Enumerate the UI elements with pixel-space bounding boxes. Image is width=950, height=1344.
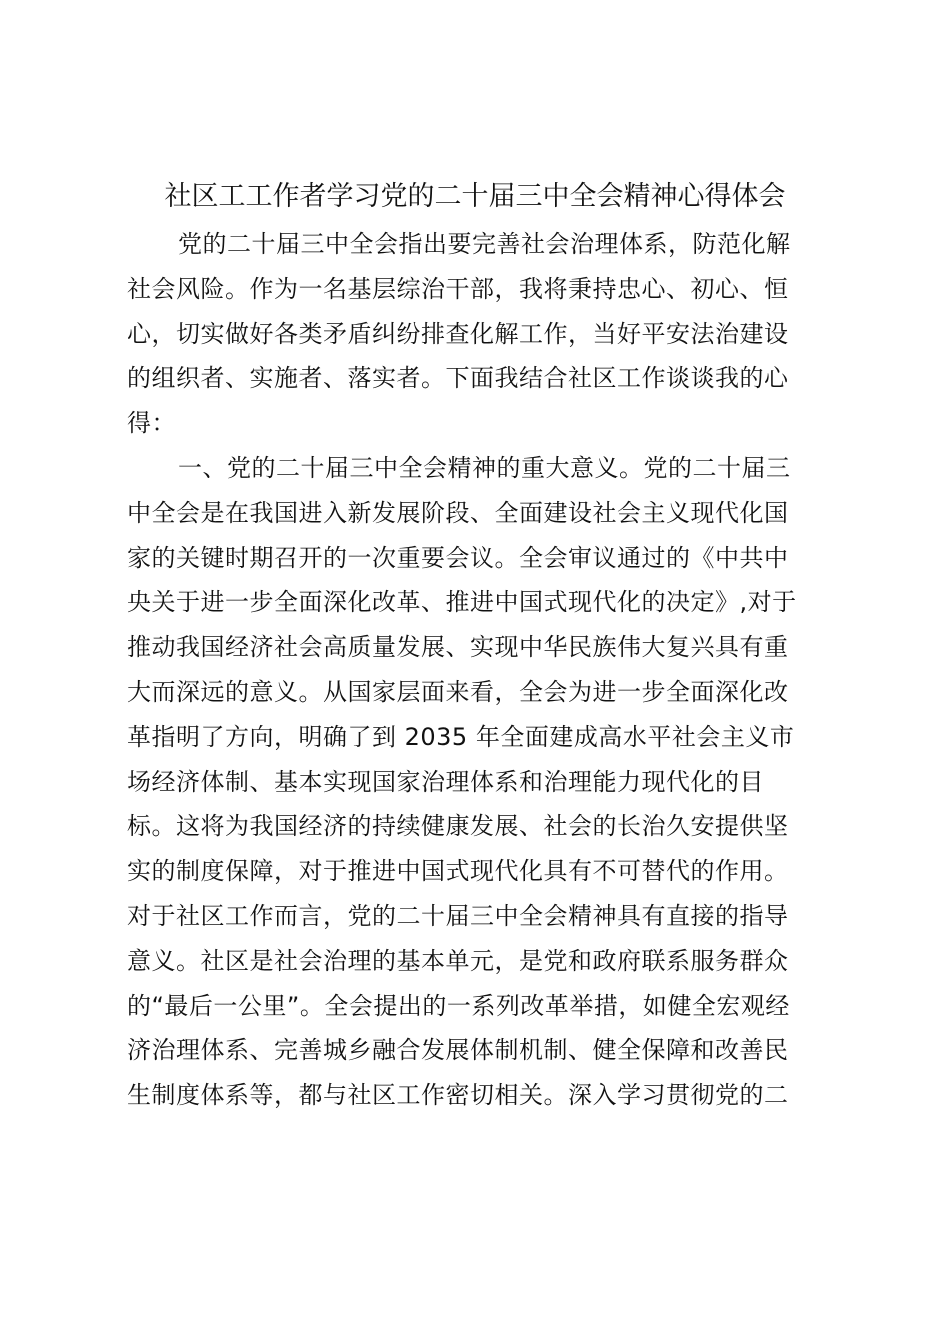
- text-line: 对于社区工作而言，党的二十届三中全会精神具有直接的指导: [127, 901, 789, 930]
- paragraph-2: [127, 446, 827, 1118]
- text-line: 一、党的二十届三中全会精神的重大意义。党的二十届三: [178, 453, 791, 482]
- text-line: 大而深远的意义。从国家层面来看，全会为进一步全面深化改: [127, 677, 789, 706]
- text-line: 革指明了方向，明确了到 2035 年全面建成高水平社会主义市: [127, 722, 795, 751]
- text-line: 家的关键时期召开的一次重要会议。全会审议通过的《中共中: [127, 543, 789, 572]
- paragraph-1: [127, 222, 827, 446]
- text-line: 央关于进一步全面深化改革、推进中国式现代化的决定》,对于: [127, 588, 797, 617]
- text-line: 推动我国经济社会高质量发展、实现中华民族伟大复兴具有重: [127, 633, 789, 662]
- text-line: 标。这将为我国经济的持续健康发展、社会的长治久安提供坚: [127, 812, 789, 841]
- document-body: [127, 222, 827, 1118]
- text-line: 心，切实做好各类矛盾纠纷排查化解工作，当好平安法治建设: [127, 319, 789, 348]
- text-line: 的组织者、实施者、落实者。下面我结合社区工作谈谈我的心: [127, 364, 789, 393]
- text-line: 中全会是在我国进入新发展阶段、全面建设社会主义现代化国: [127, 498, 789, 527]
- text-line: 意义。社区是社会治理的基本单元，是党和政府联系服务群众: [127, 946, 789, 975]
- text-line: 济治理体系、完善城乡融合发展体制机制、健全保障和改善民: [127, 1036, 789, 1065]
- text-line: 的“最后一公里”。全会提出的一系列改革举措，如健全宏观经: [127, 991, 790, 1020]
- text-line: 场经济体制、基本实现国家治理体系和治理能力现代化的目: [127, 767, 764, 796]
- text-line: 生制度体系等，都与社区工作密切相关。深入学习贯彻党的二: [127, 1081, 789, 1110]
- text-line: 社会风险。作为一名基层综治干部，我将秉持忠心、初心、恒: [127, 274, 789, 303]
- text-line: 党的二十届三中全会指出要完善社会治理体系，防范化解: [178, 230, 791, 258]
- document-title: 社区工工作者学习党的二十届三中全会精神心得体会: [164, 181, 786, 212]
- text-line: 实的制度保障，对于推进中国式现代化具有不可替代的作用。: [127, 857, 789, 886]
- text-line: 得：: [127, 409, 176, 438]
